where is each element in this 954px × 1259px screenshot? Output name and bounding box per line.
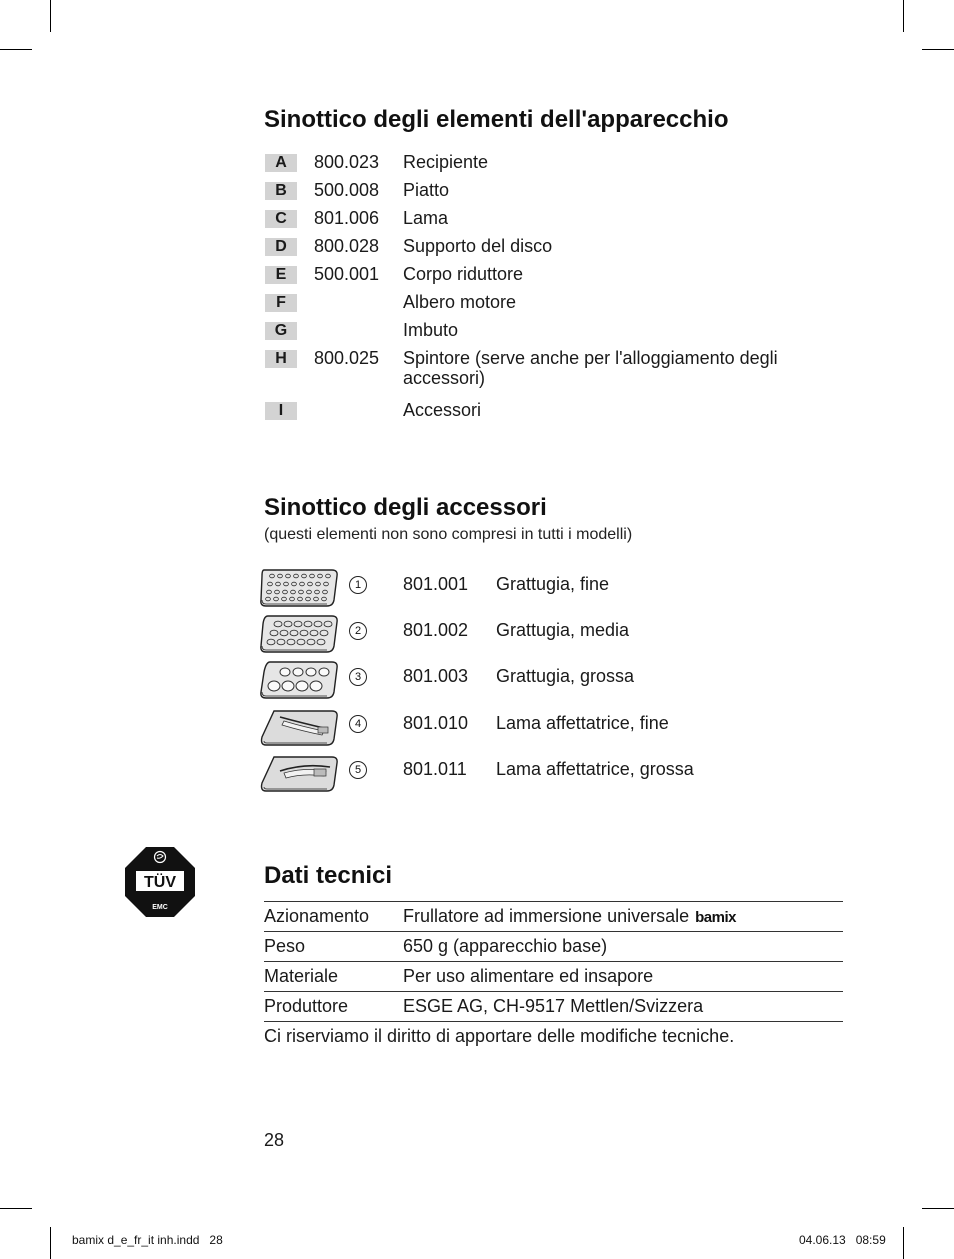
accessory-code: 801.002 xyxy=(403,620,469,640)
tech-value: Frullatore ad immersione universale xyxy=(403,906,690,926)
table-row xyxy=(264,932,843,962)
part-letter: E xyxy=(265,266,297,284)
part-letter: H xyxy=(265,350,297,368)
accessory-number: 1 xyxy=(349,576,367,594)
table-row xyxy=(264,992,843,1022)
fine-slicer-icon xyxy=(258,705,340,747)
part-desc: Lama xyxy=(403,208,449,228)
accessory-code: 801.001 xyxy=(403,574,469,594)
accessory-number: 2 xyxy=(349,622,367,640)
accessory-desc: Grattugia, grossa xyxy=(496,666,635,686)
crop-mark xyxy=(50,0,51,32)
tech-table xyxy=(264,901,843,1022)
tech-heading: Dati tecnici xyxy=(264,862,393,889)
accessory-desc: Lama affettatrice, fine xyxy=(496,713,669,733)
part-desc: Recipiente xyxy=(403,152,489,172)
part-letter: I xyxy=(265,402,297,420)
coarse-slicer-icon xyxy=(258,751,340,793)
accessories-note: (questi elementi non sono compresi in tutti i modelli) xyxy=(264,526,633,543)
fine-grater-icon xyxy=(258,566,340,608)
tech-value-cell xyxy=(403,902,843,932)
tech-label: Azionamento xyxy=(264,902,403,932)
tech-value: Per uso alimentare ed insapore xyxy=(403,962,843,992)
accessory-number: 5 xyxy=(349,761,367,779)
crop-mark xyxy=(0,49,32,50)
crop-mark xyxy=(903,0,904,32)
part-code: 800.028 xyxy=(314,236,380,256)
part-letter: A xyxy=(265,154,297,172)
part-desc: Accessori xyxy=(403,400,482,420)
accessory-number: 3 xyxy=(349,668,367,686)
part-desc: Albero motore xyxy=(403,292,517,312)
accessory-code: 801.010 xyxy=(403,713,469,733)
badge-text: TÜV xyxy=(144,874,176,891)
crop-mark xyxy=(0,1208,32,1209)
tech-note: Ci riserviamo il diritto di apportare delle modifiche tecniche. xyxy=(264,1026,735,1046)
page-number: 28 xyxy=(264,1130,285,1150)
part-letter: F xyxy=(265,294,297,312)
crop-mark xyxy=(903,1227,904,1259)
part-desc: Supporto del disco xyxy=(403,236,553,256)
table-row xyxy=(264,902,843,932)
accessory-number: 4 xyxy=(349,715,367,733)
accessory-desc: Lama affettatrice, grossa xyxy=(496,759,694,779)
table-row xyxy=(264,962,843,992)
tech-label: Peso xyxy=(264,932,403,962)
crop-mark xyxy=(922,1208,954,1209)
tech-label: Produttore xyxy=(264,992,403,1022)
accessory-desc: Grattugia, media xyxy=(496,620,630,640)
part-code: 500.008 xyxy=(314,180,380,200)
accessory-code: 801.003 xyxy=(403,666,469,686)
part-letter: D xyxy=(265,238,297,256)
parts-heading: Sinottico degli elementi dell'apparecchio xyxy=(264,106,729,133)
accessory-code: 801.011 xyxy=(403,759,467,779)
accessory-desc: Grattugia, fine xyxy=(496,574,610,594)
part-letter: G xyxy=(265,322,297,340)
tech-value: 650 g (apparecchio base) xyxy=(403,932,843,962)
part-code: 800.025 xyxy=(314,348,380,368)
medium-grater-icon xyxy=(258,612,340,654)
footer-right: 04.06.13 08:59 xyxy=(799,1233,886,1247)
part-letter: B xyxy=(265,182,297,200)
tech-value: ESGE AG, CH-9517 Mettlen/Svizzera xyxy=(403,992,843,1022)
crop-mark xyxy=(50,1227,51,1259)
part-code: 800.023 xyxy=(314,152,380,172)
footer-left: bamix d_e_fr_it inh.indd 28 xyxy=(72,1233,223,1247)
part-letter: C xyxy=(265,210,297,228)
badge-subtext: EMC xyxy=(152,904,168,911)
coarse-grater-icon xyxy=(258,658,340,700)
part-desc: Spintore (serve anche per l'alloggiamento degli accessori) xyxy=(403,348,778,388)
crop-mark xyxy=(922,49,954,50)
part-desc: Piatto xyxy=(403,180,450,200)
part-code: 500.001 xyxy=(314,264,380,284)
tuv-certification-badge xyxy=(124,846,196,918)
part-desc: Corpo riduttore xyxy=(403,264,524,284)
tech-label: Materiale xyxy=(264,962,403,992)
bamix-logo: bamix xyxy=(695,909,736,926)
part-code: 801.006 xyxy=(314,208,380,228)
part-desc: Imbuto xyxy=(403,320,459,340)
accessories-heading: Sinottico degli accessori xyxy=(264,494,547,521)
